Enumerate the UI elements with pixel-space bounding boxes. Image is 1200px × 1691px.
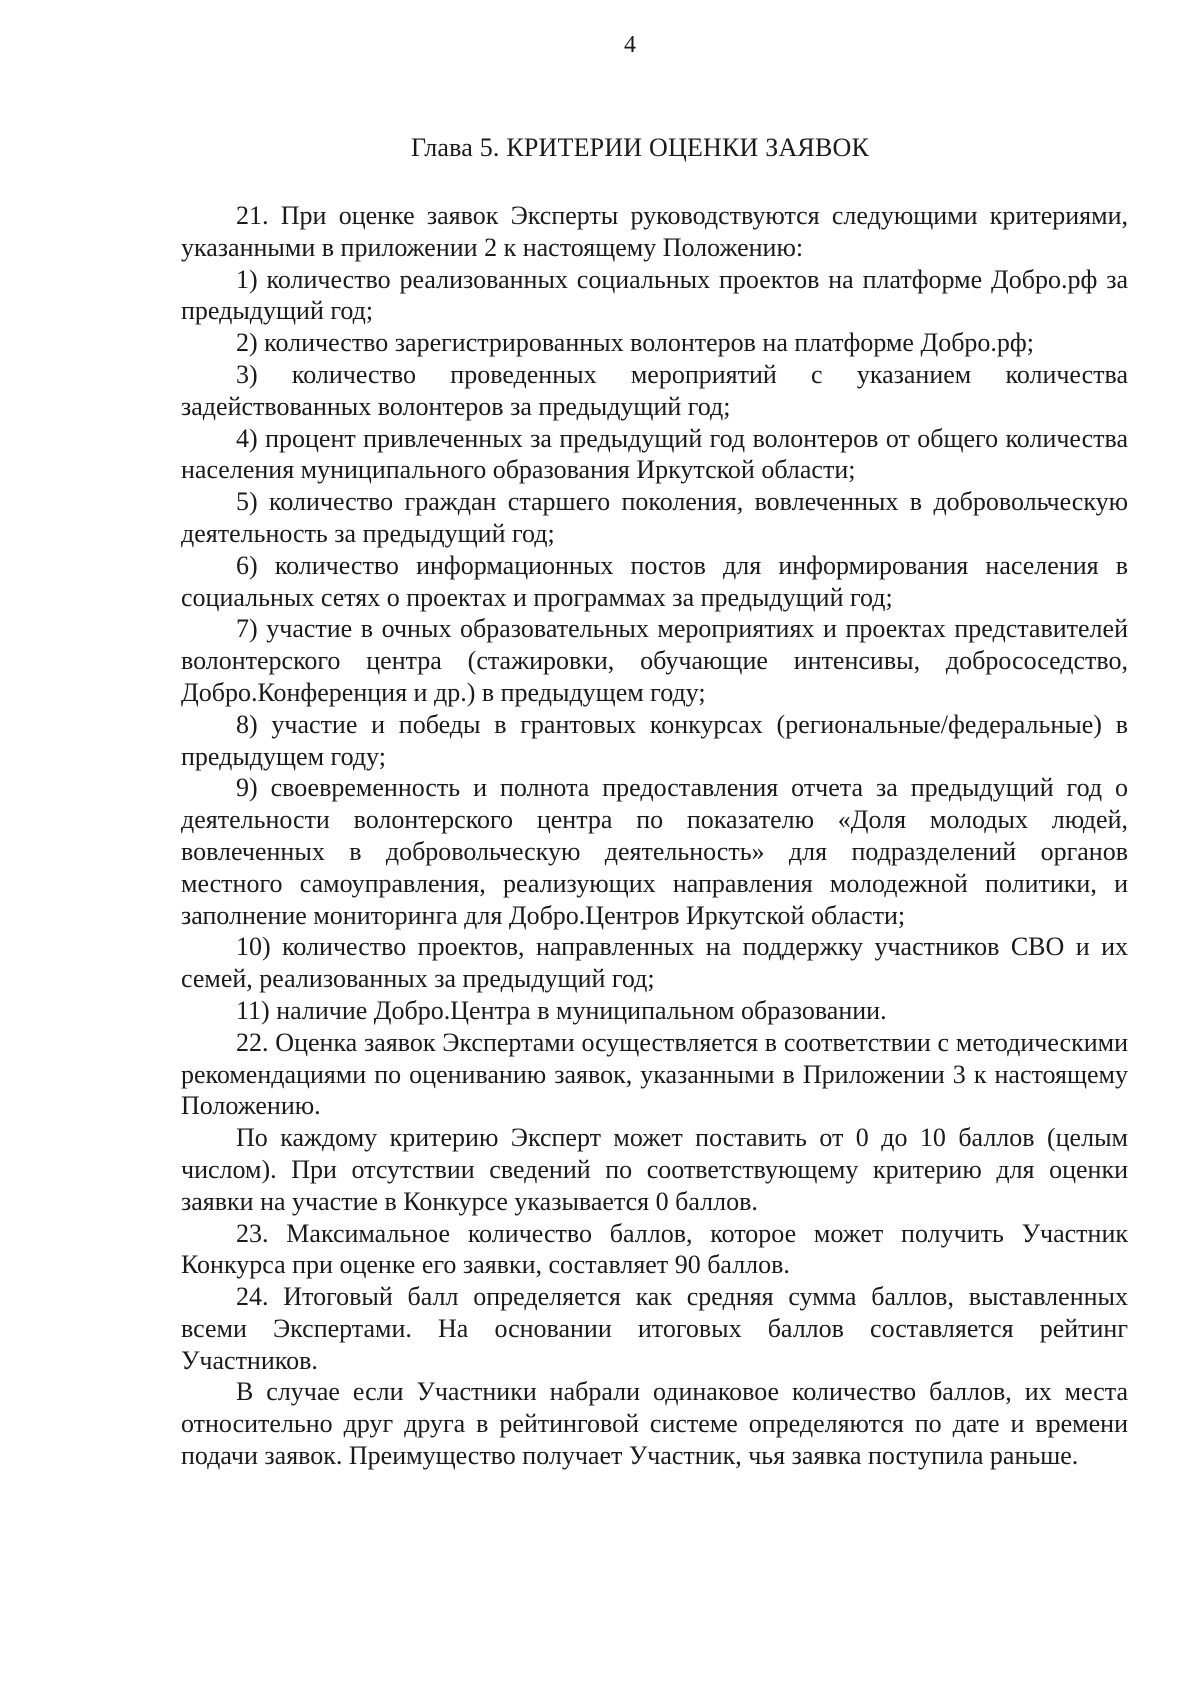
paragraph-24: 24. Итоговый балл определяется как средняя сумма баллов, выставленных всеми Экспертами. На основании итоговых баллов составляется рейтинг Участников. xyxy=(181,1282,1128,1375)
paragraph-23: 23. Максимальное количество баллов, которое может получить Участник Конкурса при оценке его заявки, составляет 90 баллов. xyxy=(181,1218,1128,1280)
criterion-3: 3) количество проведенных мероприятий с указанием количества задействованных волонтеров за предыдущий год; xyxy=(181,359,1128,421)
criterion-4: 4) процент привлеченных за предыдущий год волонтеров от общего количества населения муниципального образования Иркутской области; xyxy=(181,423,1128,485)
chapter-title: Глава 5. КРИТЕРИИ ОЦЕНКИ ЗАЯВОК xyxy=(410,133,870,162)
criterion-7: 7) участие в очных образовательных мероприятиях и проектах представителей волонтерского центра (стажировки, обучающие интенсивы, добрососедство, Добро.Конференция и др.) в предыдущем году; xyxy=(181,614,1128,707)
paragraph-24-tie-break: В случае если Участники набрали одинаковое количество баллов, их места относительно друг друга в рейтинговой системе определяются по дате и времени подачи заявок. Преимущество получает Участник, чья заявка поступила раньше. xyxy=(181,1377,1128,1471)
paragraph-22-scoring: По каждому критерию Эксперт может поставить от 0 до 10 баллов (целым числом). При отсутствии сведений по соответствующему критерию для оценки заявки на участие в Конкурсе указывается 0 баллов. xyxy=(181,1123,1128,1216)
paragraph-22: 22. Оценка заявок Экспертами осуществляется в соответствии с методическими рекомендациями по оцениванию заявок, указанными в Приложении 3 к настоящему Положению. xyxy=(181,1027,1128,1121)
criterion-1: 1) количество реализованных социальных проектов на платформе Добро.рф за предыдущий год; xyxy=(181,264,1128,326)
criterion-9: 9) своевременность и полнота предоставления отчета за предыдущий год о деятельности волонтерского центра по показателю «Доля молодых людей, вовлеченных в добровольческую деятельность» для подразделений органов местного самоуправления, реализующих направления молодежной политики, и заполнение мониторинга для Добро.Центров Иркутской области; xyxy=(181,773,1128,930)
criterion-8: 8) участие и победы в грантовых конкурсах (региональные/федеральные) в предыдущем году; xyxy=(181,709,1128,771)
criterion-5: 5) количество граждан старшего поколения, вовлеченных в добровольческую деятельность за предыдущий год; xyxy=(181,487,1128,548)
document-body xyxy=(181,200,1128,1472)
criterion-10: 10) количество проектов, направленных на поддержку участников СВО и их семей, реализованных за предыдущий год; xyxy=(181,932,1128,994)
criterion-2: 2) количество зарегистрированных волонтеров на платформе Добро.рф; xyxy=(236,328,1034,358)
criterion-11: 11) наличие Добро.Центра в муниципальном образовании. xyxy=(236,995,887,1025)
paragraph-21-intro: 21. При оценке заявок Эксперты руководствуются следующими критериями, указанными в приложении 2 к настоящему Положению: xyxy=(181,201,1128,262)
page-number: 4 xyxy=(624,32,636,58)
criterion-6: 6) количество информационных постов для информирования населения в социальных сетях о проектах и программах за предыдущий год; xyxy=(181,550,1128,612)
